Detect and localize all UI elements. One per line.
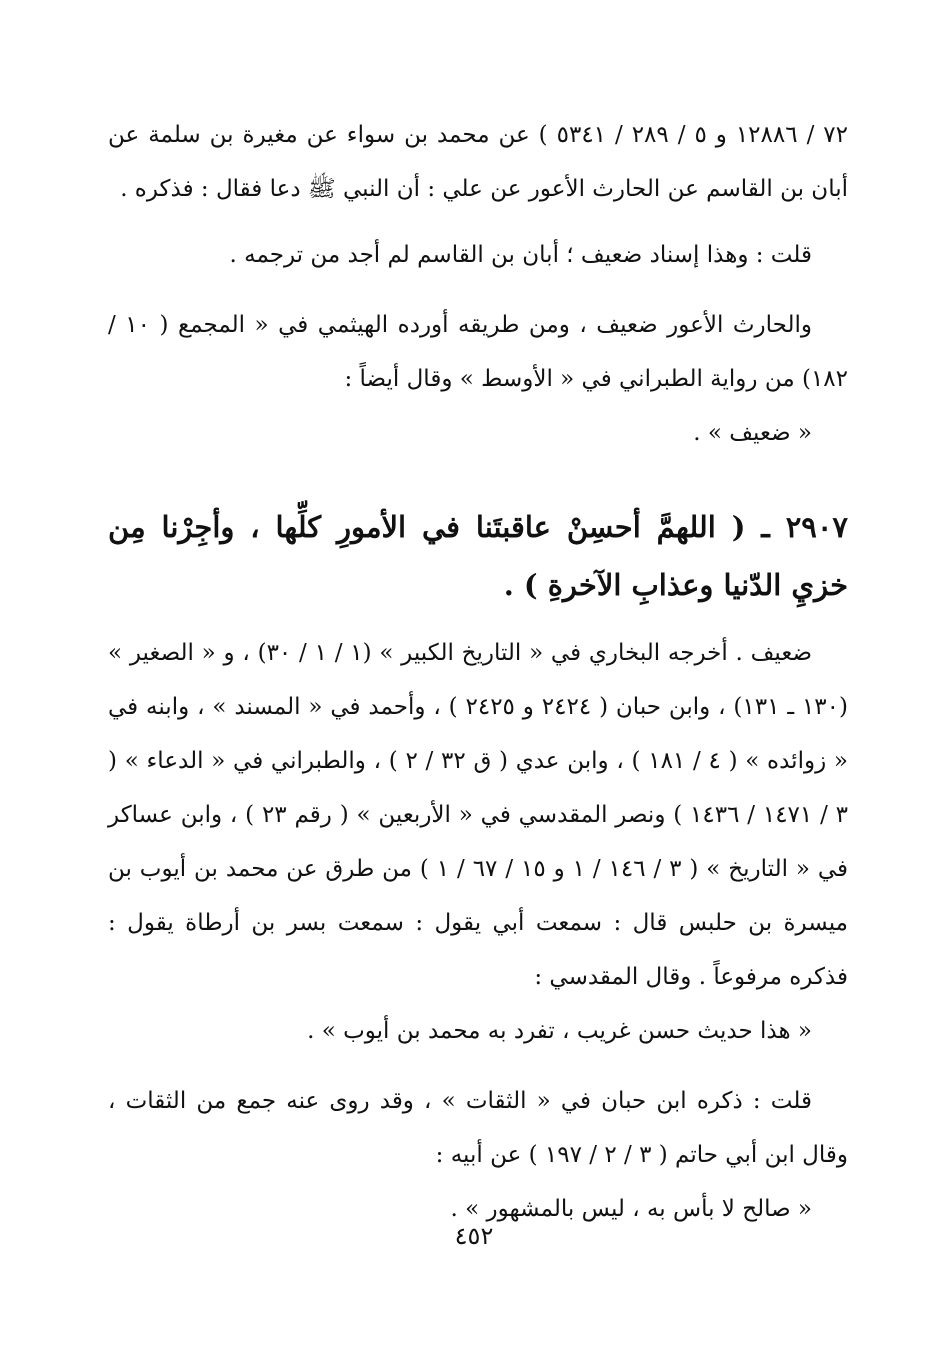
page-body (108, 108, 848, 1236)
paragraph-thiqat: قلت : ذكره ابن حبان في « الثقات » ، وقد روى عنه جمع من الثقات ، وقال ابن أبي حاتم ( ٣ / ٢ / ١٩٧ ) عن أبيه : (108, 1088, 848, 1168)
paragraph-continuation: ٧٢ / ١٢٨٨٦ و ٥ / ٢٨٩ / ٥٣٤١ ) عن محمد بن سواء عن مغيرة بن سلمة عن أبان بن القاسم عن الحارث الأعور عن علي : أن النبي ﷺ دعا فقال : فذكره . (108, 122, 848, 202)
paragraph-harith: والحارث الأعور ضعيف ، ومن طريقه أورده الهيثمي في « المجمع ( ١٠ / ١٨٢) من رواية الطبراني في « الأوسط » وقال أيضاً : (108, 312, 848, 392)
quote-abu-hatim: « صالح لا بأس به ، ليس بالمشهور » . (450, 1196, 812, 1222)
paragraph-takhrij: ضعيف . أخرجه البخاري في « التاريخ الكبير » (١ / ١ / ٣٠) ، و « الصغير » (١٣٠ ـ ١٣١) ، وابن حبان ( ٢٤٢٤ و ٢٤٢٥ ) ، وأحمد في « المسند » ، وابنه في « زوائده » ( ٤ / ١٨١ ) ، وابن عدي ( ق ٣٢ / ٢ ) ، والطبراني في « الدعاء » ( ٣ / ١٤٧١ / ١٤٣٦ ) ونصر المقدسي في « الأربعين » ( رقم ٢٣ ) ، وابن عساكر في « التاريخ » ( ٣ / ١٤٦ / ١ و ١٥ / ٦٧ / ١ ) من طرق عن محمد بن أيوب بن ميسرة بن حلبس قال : سمعت أبي يقول : سمعت بسر بن أرطاة يقول : فذكره مرفوعاً . وقال المقدسي : (108, 640, 849, 990)
hadith-heading: ٢٩٠٧ ـ ( اللهمَّ أحسِنْ عاقبتَنا في الأمورِ كلِّها ، وأجِرْنا مِن خزيِ الدّنيا وعذابِ الآخرةِ ) . (108, 510, 848, 602)
page-number: ٤٥٢ (454, 1222, 494, 1250)
quote-maqdisi: « هذا حديث حسن غريب ، تفرد به محمد بن أيوب » . (307, 1018, 812, 1044)
quote-daif: « ضعيف » . (693, 420, 812, 446)
paragraph-isnad-note: قلت : وهذا إسناد ضعيف ؛ أبان بن القاسم لم أجد من ترجمه . (229, 242, 812, 268)
